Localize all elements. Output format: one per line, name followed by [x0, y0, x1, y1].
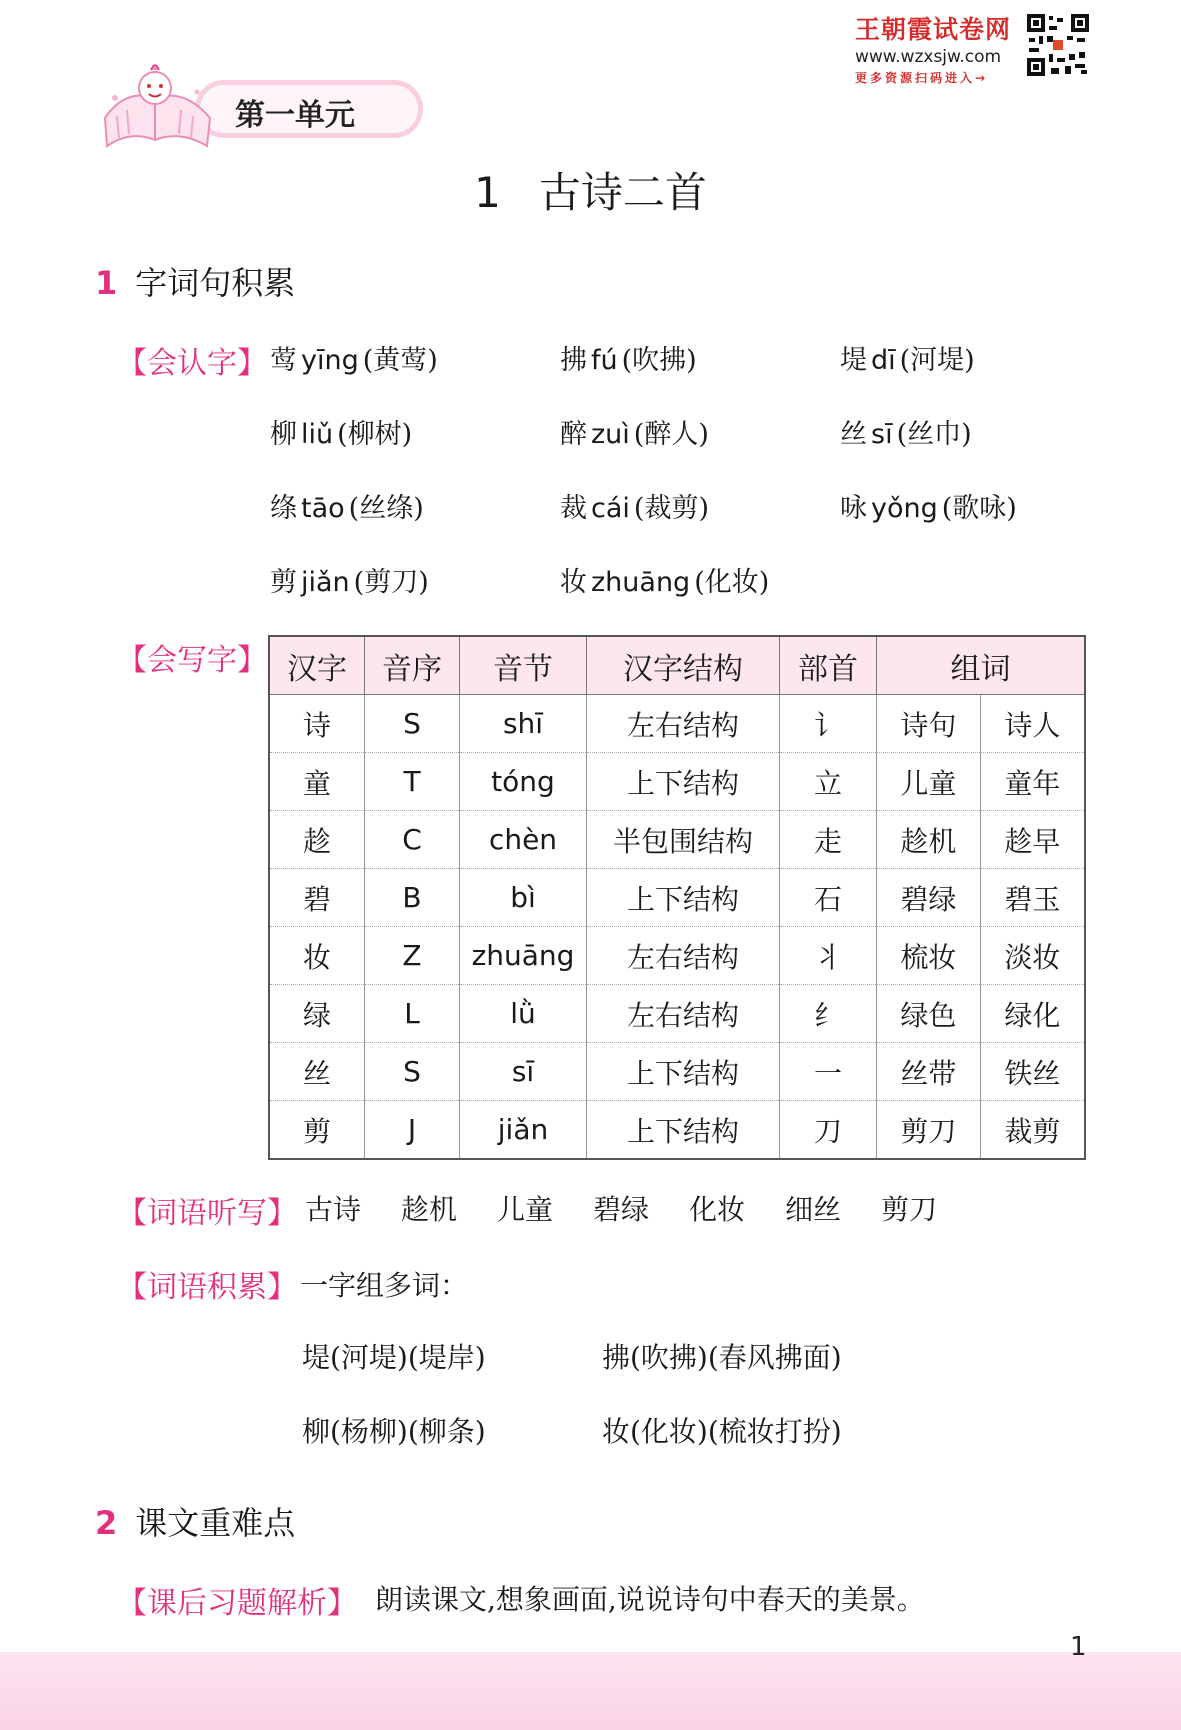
table-cell: jiǎn: [460, 1101, 587, 1160]
table-cell: L: [365, 985, 460, 1043]
table-cell: tóng: [460, 753, 587, 811]
list-item: 裁 cái (裁剪): [560, 493, 709, 524]
table-cell: 半包围结构: [587, 811, 780, 869]
table-cell: zhuāng: [460, 927, 587, 985]
table-row: [269, 985, 1085, 1043]
list-item: 柳 liǔ (柳树): [270, 419, 413, 450]
footer-band: [0, 1652, 1181, 1730]
table-row: [269, 811, 1085, 869]
dictation-word: 儿童: [497, 1193, 554, 1226]
table-cell: lǜ: [460, 985, 587, 1043]
table-row: [269, 869, 1085, 927]
list-item: 妆 zhuāng (化妆): [560, 567, 770, 598]
table-cell: 趁机: [877, 811, 981, 869]
dictation-word: 碧绿: [593, 1193, 650, 1226]
table-row: [269, 753, 1085, 811]
dictation-word: 趁机: [401, 1193, 458, 1226]
table-row: [269, 1043, 1085, 1101]
table-cell: S: [365, 1043, 460, 1101]
list-item: 绦 tāo (丝绦): [270, 493, 424, 524]
table-cell: 丬: [780, 927, 877, 985]
table-cell: 铁丝: [980, 1043, 1085, 1101]
table-cell: bì: [460, 869, 587, 927]
dictation-word: 古诗: [305, 1193, 362, 1226]
table-cell: 绿色: [877, 985, 981, 1043]
table-cell: 走: [780, 811, 877, 869]
table-cell: 淡妆: [980, 927, 1085, 985]
table-header: 部首: [780, 636, 877, 695]
table-cell: 碧玉: [980, 869, 1085, 927]
table-cell: 梳妆: [877, 927, 981, 985]
accumulation-line: 柳(杨柳)(柳条): [302, 1415, 486, 1448]
table-cell: J: [365, 1101, 460, 1160]
write-characters-table: [268, 635, 1086, 1160]
table-cell: 石: [780, 869, 877, 927]
table-cell: C: [365, 811, 460, 869]
exercise-text: 朗读课文,想象画面,说说诗句中春天的美景。: [375, 1583, 925, 1616]
table-cell: 丝带: [877, 1043, 981, 1101]
list-item: 丝 sī (丝巾): [840, 419, 972, 450]
table-header: 汉字: [269, 636, 365, 695]
table-cell: 纟: [780, 985, 877, 1043]
section-title: 字词句积累: [135, 264, 296, 302]
table-body: [269, 695, 1085, 1160]
dictation-word-list: [305, 1188, 977, 1228]
list-item: 咏 yǒng (歌咏): [840, 493, 1017, 524]
accumulation-intro: 一字组多词：: [300, 1269, 469, 1302]
table-cell: 上下结构: [587, 1101, 780, 1160]
lesson-title: [0, 160, 1181, 220]
section-number: 1: [95, 264, 118, 302]
table-cell: 一: [780, 1043, 877, 1101]
table-cell: 童年: [980, 753, 1085, 811]
list-item: 剪 jiǎn (剪刀): [270, 567, 429, 598]
table-cell: 上下结构: [587, 1043, 780, 1101]
accumulation-line: 拂(吹拂)(春风拂面): [602, 1341, 842, 1374]
table-header: 汉字结构: [587, 636, 780, 695]
table-cell: 裁剪: [980, 1101, 1085, 1160]
table-cell: 刀: [780, 1101, 877, 1160]
write-tag: 【会写字】: [117, 643, 267, 678]
accumulation-tag: 【词语积累】: [117, 1270, 297, 1305]
table-header: 音序: [365, 636, 460, 695]
table-cell: 碧: [269, 869, 365, 927]
table-cell: 剪: [269, 1101, 365, 1160]
dictation-word: 细丝: [785, 1193, 842, 1226]
table-cell: S: [365, 695, 460, 753]
table-cell: chèn: [460, 811, 587, 869]
table-cell: 诗句: [877, 695, 981, 753]
dictation-word: 化妆: [689, 1193, 746, 1226]
section-title: 课文重难点: [135, 1504, 296, 1542]
brand-name: 王朝霞试卷网: [855, 15, 1012, 44]
page-number: 1: [1070, 1632, 1087, 1662]
section-1-heading: [95, 258, 295, 304]
table-cell: 左右结构: [587, 985, 780, 1043]
table-cell: 左右结构: [587, 695, 780, 753]
accumulation-line: 堤(河堤)(堤岸): [302, 1341, 486, 1374]
book-mascot-icon: [95, 58, 225, 158]
lesson-title-text: 古诗二首: [538, 168, 707, 217]
brand-tagline: 更多资源扫码进入→: [855, 71, 989, 85]
table-cell: 上下结构: [587, 753, 780, 811]
table-cell: 童: [269, 753, 365, 811]
qr-code-icon[interactable]: [1025, 12, 1091, 78]
brand-block: [855, 10, 1100, 85]
table-cell: T: [365, 753, 460, 811]
list-item: 醉 zuì (醉人): [560, 419, 709, 450]
table-cell: 上下结构: [587, 869, 780, 927]
table-cell: 绿: [269, 985, 365, 1043]
table-cell: 妆: [269, 927, 365, 985]
section-number: 2: [95, 1504, 118, 1542]
unit-title: 第一单元: [235, 98, 355, 133]
table-cell: 儿童: [877, 753, 981, 811]
list-item: 堤 dī (河堤): [840, 345, 975, 376]
table-cell: 丝: [269, 1043, 365, 1101]
table-cell: B: [365, 869, 460, 927]
table-cell: 趁: [269, 811, 365, 869]
table-cell: 绿化: [980, 985, 1085, 1043]
table-row: [269, 695, 1085, 753]
section-2-heading: [95, 1498, 295, 1544]
unit-banner: [95, 58, 435, 158]
table-header: 组词: [877, 636, 1086, 695]
list-item: 莺 yīng (黄莺): [270, 345, 438, 376]
table-cell: 讠: [780, 695, 877, 753]
table-cell: shī: [460, 695, 587, 753]
exercise-tag: 【课后习题解析】: [117, 1586, 357, 1621]
table-cell: Z: [365, 927, 460, 985]
brand-url[interactable]: www.wzxsjw.com: [855, 47, 1002, 67]
table-header: 音节: [460, 636, 587, 695]
table-cell: 立: [780, 753, 877, 811]
table-cell: 剪刀: [877, 1101, 981, 1160]
list-item: 拂 fú (吹拂): [560, 345, 697, 376]
table-header-row: [269, 636, 1085, 695]
lesson-number: 1: [474, 168, 501, 217]
dictation-word: 剪刀: [881, 1193, 938, 1226]
table-cell: 左右结构: [587, 927, 780, 985]
table-cell: 碧绿: [877, 869, 981, 927]
table-row: [269, 1101, 1085, 1160]
table-cell: sī: [460, 1043, 587, 1101]
table-cell: 趁早: [980, 811, 1085, 869]
table-cell: 诗: [269, 695, 365, 753]
recognize-tag: 【会认字】: [117, 346, 267, 381]
accumulation-line: 妆(化妆)(梳妆打扮): [602, 1415, 842, 1448]
dictation-tag: 【词语听写】: [117, 1196, 297, 1231]
table-row: [269, 927, 1085, 985]
table-cell: 诗人: [980, 695, 1085, 753]
